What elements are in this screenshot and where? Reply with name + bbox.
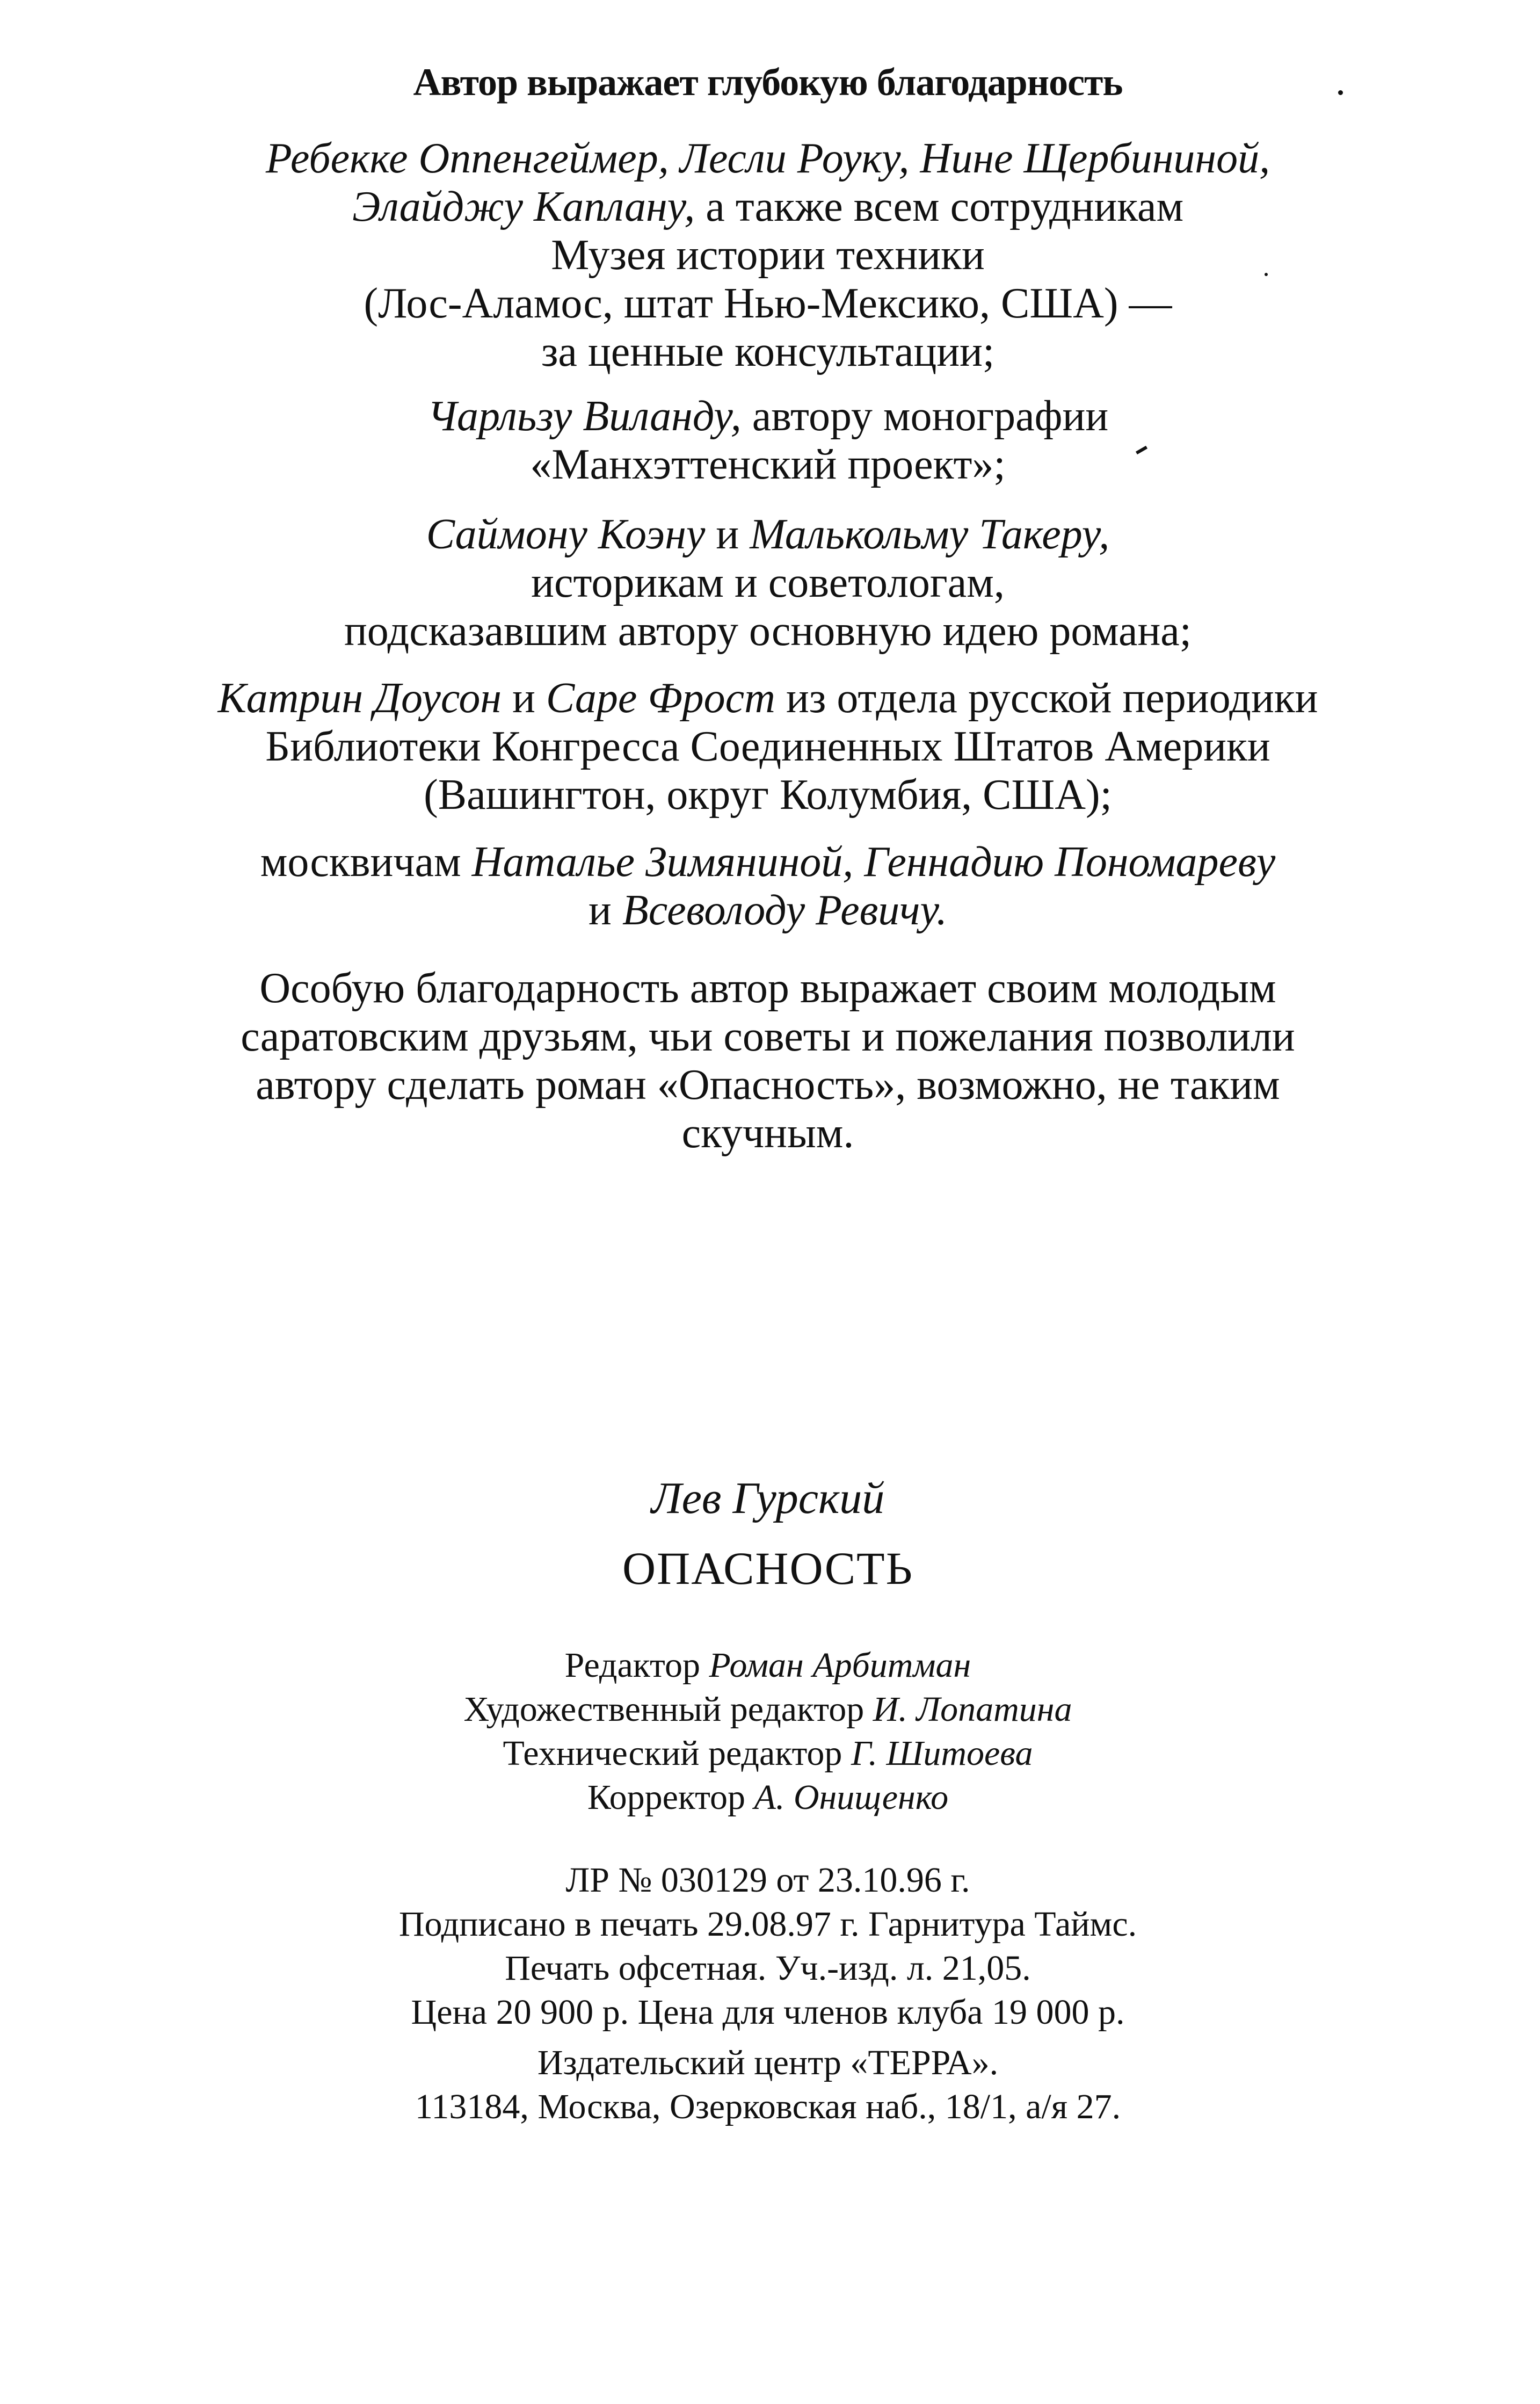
- credit-role: Корректор: [587, 1778, 754, 1817]
- ack-names: Наталье Зимяниной, Геннадию Пономареву: [471, 838, 1276, 886]
- print-info-line: ЛР № 030129 от 23.10.96 г.: [565, 1860, 970, 1900]
- ack-line: историкам и советологам,: [531, 559, 1005, 606]
- ack-paragraph-monograph: [161, 392, 1375, 489]
- ack-text: автору монографии: [741, 393, 1109, 440]
- ack-line: саратовским друзьям, чьи советы и пожелания позволили: [241, 1013, 1295, 1060]
- ack-paragraph-friends: [161, 964, 1375, 1157]
- imprint-author: [161, 1472, 1375, 1525]
- ack-line: [161, 183, 1375, 231]
- print-info-line: Печать офсетная. Уч.-изд. л. 21,05.: [505, 1949, 1031, 1988]
- credit-name: А. Онищенко: [754, 1778, 949, 1817]
- credit-name: И. Лопатина: [873, 1690, 1072, 1729]
- ack-names: Всеволоду Ревичу.: [622, 887, 947, 934]
- ack-text: из отдела русской периодики: [775, 675, 1318, 722]
- print-info-line: Подписано в печать 29.08.97 г. Гарнитура Таймс.: [398, 1905, 1137, 1944]
- ack-names: Саре Фрост: [546, 675, 775, 722]
- imprint-credits: [161, 1643, 1375, 1820]
- ack-names: Малькольму Такеру,: [750, 511, 1110, 558]
- book-title-text: ОПАСНОСТЬ: [622, 1543, 913, 1594]
- ack-line: (Вашингтон, округ Колумбия, США);: [424, 771, 1112, 819]
- ack-paragraph-library: [161, 674, 1375, 819]
- ack-line: «Манхэттенский проект»;: [530, 441, 1006, 488]
- credit-role: Редактор: [564, 1646, 709, 1685]
- ack-line: Библиотеки Конгресса Соединенных Штатов Америки: [265, 723, 1270, 770]
- publisher-line: 113184, Москва, Озерковская наб., 18/1, а/я 27.: [415, 2087, 1121, 2126]
- ack-paragraph-historians: [161, 510, 1375, 655]
- ack-text: и: [705, 511, 750, 558]
- ack-line: Музея истории техники: [551, 231, 985, 279]
- credit-role: Художественный редактор: [463, 1690, 873, 1729]
- ack-names: Элайджу Каплану,: [352, 183, 695, 230]
- stray-dot-mark: [1338, 90, 1343, 95]
- ack-line: [161, 886, 1375, 935]
- credit-line: [161, 1688, 1375, 1732]
- print-info-line: Цена 20 900 р. Цена для членов клуба 19 000 р.: [411, 1993, 1125, 2032]
- ack-names: Саймону Коэну: [426, 511, 706, 558]
- ack-line: [161, 510, 1375, 559]
- imprint-publisher: [161, 2041, 1375, 2129]
- credit-role: Технический редактор: [503, 1734, 851, 1773]
- ack-line: (Лос-Аламос, штат Нью-Мексико, США) —: [364, 280, 1172, 327]
- ack-line: автору сделать роман «Опасность», возможно, не таким: [256, 1061, 1280, 1109]
- ack-line: скучным.: [681, 1110, 854, 1157]
- credit-name: Роман Арбитман: [709, 1646, 971, 1685]
- imprint-print-info: [161, 1858, 1375, 2034]
- ack-line: [161, 674, 1375, 722]
- credit-line: [161, 1732, 1375, 1776]
- ack-line: [161, 838, 1375, 886]
- ack-line: Особую благодарность автор выражает своим молодым: [259, 965, 1276, 1012]
- publisher-line: Издательский центр «ТЕРРА».: [537, 2043, 999, 2082]
- ack-names: Катрин Доусон: [217, 675, 502, 722]
- ack-names: Чарльзу Виланду,: [427, 393, 742, 440]
- ack-text: и: [589, 887, 622, 934]
- ack-names: Ребекке Оппенгеймер, Лесли Роуку, Нине Щербининой,: [265, 135, 1270, 182]
- acknowledgements-title-text: Автор выражает глубокую благодарность: [413, 61, 1123, 104]
- ack-paragraph-museum: [161, 134, 1375, 376]
- ack-line: [161, 134, 1375, 183]
- ack-line: подсказавшим автору основную идею романа;: [344, 607, 1192, 655]
- credit-line: [161, 1643, 1375, 1688]
- credit-name: Г. Шитоева: [851, 1734, 1033, 1773]
- stray-dot-mark: [1265, 273, 1268, 276]
- ack-line: [161, 392, 1375, 440]
- author-name-text: Лев Гурский: [651, 1473, 885, 1523]
- imprint-title: [161, 1541, 1375, 1595]
- credit-line: [161, 1776, 1375, 1820]
- acknowledgements-title: [161, 58, 1375, 106]
- ack-line: за ценные консультации;: [541, 328, 995, 375]
- ack-text: и: [502, 675, 546, 722]
- ack-paragraph-muscovites: [161, 838, 1375, 935]
- ack-text: москвичам: [260, 838, 472, 886]
- ack-text: а также всем сотрудникам: [695, 183, 1184, 230]
